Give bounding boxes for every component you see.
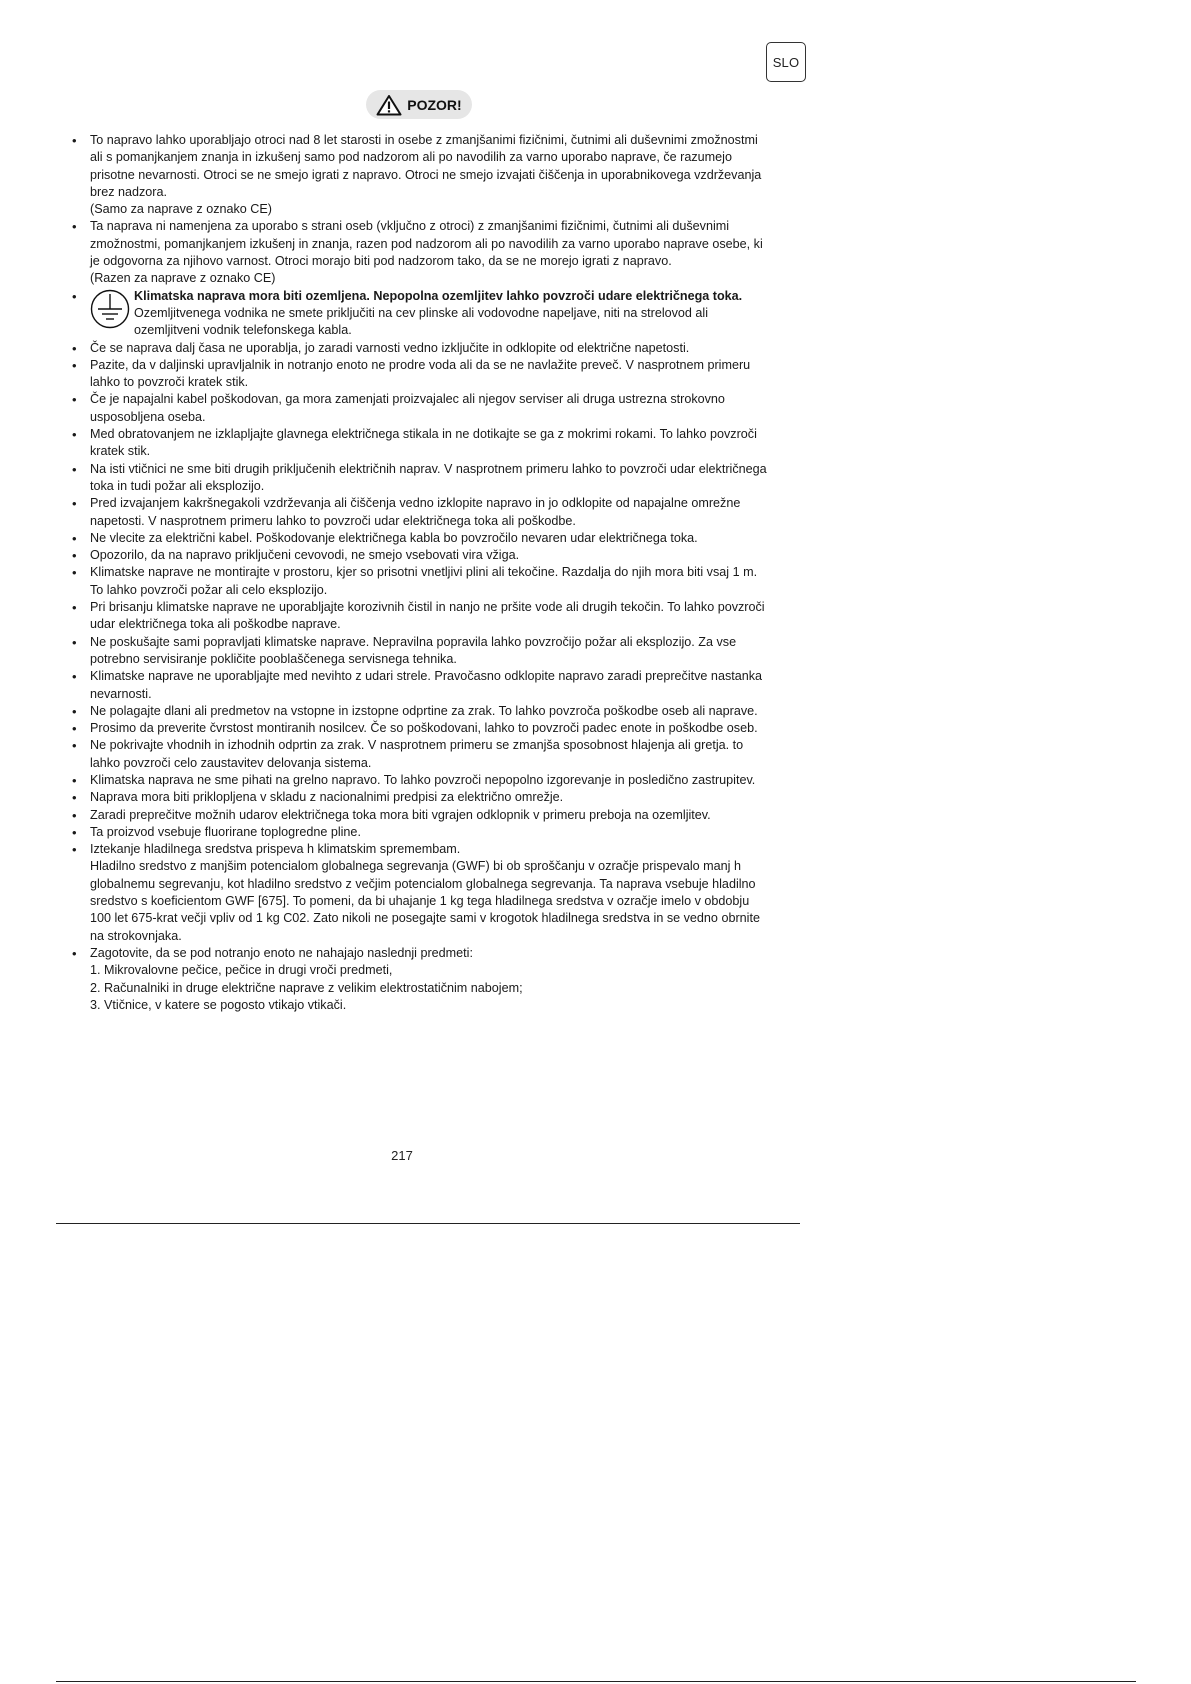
list-item: [72, 634, 767, 669]
page-number: 217: [391, 1148, 413, 1163]
item-text: Ne poskušajte sami popravljati klimatske naprave. Nepravilna popravila lahko povzročijo požar ali eksplozijo. Za vse potrebno servisiranje pokličite pooblaščenega servisnega tehnika.: [90, 634, 737, 666]
item-text: Klimatske naprave ne montirajte v prostoru, kjer so prisotni vnetljivi plini ali tekočine. Razdalja do njih mora biti vsaj 1 m. To lahko povzroči požar ali celo eksplozijo.: [90, 565, 758, 597]
item-text: Pred izvajanjem kakršnegakoli vzdrževanja ali čiščenja vedno izklopite napravo in jo odklopite od napajalne omrežne napetosti. V nasprotnem primeru lahko to povzroči udar električnega toka ali poškodbe.: [90, 496, 741, 528]
item-text: Zaradi preprečitve možnih udarov električnega toka mora biti vgrajen odklopnik v primeru preboja na ozemljitev.: [90, 807, 711, 822]
divider: [56, 1223, 800, 1224]
item-text: Prosimo da preverite čvrstost montiranih nosilcev. Če so poškodovani, lahko to povzroči padec enote in poškodbe oseb.: [90, 721, 758, 736]
list-item: [72, 599, 767, 634]
list-item: [72, 789, 767, 806]
list-item: [72, 720, 767, 737]
item-text: Med obratovanjem ne izklapljajte glavnega električnega stikala in ne dotikajte se ga z mokrimi rokami. To lahko povzroči kratek stik.: [90, 427, 757, 459]
list-item: [72, 703, 767, 720]
warning-title: POZOR!: [407, 96, 462, 113]
list-item: [72, 461, 767, 496]
list-item: [72, 132, 767, 218]
list-item: [72, 824, 767, 841]
item-text: Iztekanje hladilnega sredstva prispeva h klimatskim spremembam.: [90, 842, 461, 857]
list-item: [72, 357, 767, 392]
item-bold-text: Klimatska naprava mora biti ozemljena. Nepopolna ozemljitev lahko povzroči udare električnega toka.: [134, 288, 743, 303]
warning-triangle-icon: [376, 94, 402, 116]
item-text: Klimatske naprave ne uporabljajte med nevihto z udari strele. Pravočasno odklopite napravo zaradi preprečitve nastanka nevarnosti.: [90, 669, 763, 701]
item-text: Ne vlecite za električni kabel. Poškodovanje električnega kabla bo povzročilo nevaren udar električnega toka.: [90, 530, 698, 545]
item-text: Naprava mora biti priklopljena v skladu z nacionalnimi predpisi za električno omrežje.: [90, 790, 564, 805]
list-item: [72, 547, 767, 564]
list-item: [72, 495, 767, 530]
item-text: Pazite, da v daljinski upravljalnik in notranjo enoto ne prodre voda ali da se ne navlažite preveč. V nasprotnem primeru lahko to povzroči kratek stik.: [90, 357, 751, 390]
list-item: [72, 772, 767, 789]
warning-header: [366, 90, 472, 119]
safety-instructions: [72, 132, 767, 1014]
list-item: [72, 426, 767, 461]
list-item: [72, 340, 767, 357]
list-item: [72, 668, 767, 703]
item-text: Na isti vtičnici ne sme biti drugih priključenih električnih naprav. V nasprotnem primeru lahko to povzroči udar električnega toka in tudi požar ali eksplozijo.: [90, 461, 767, 493]
sub-item: 1. Mikrovalovne pečice, pečice in drugi vroči predmeti,: [90, 963, 393, 978]
item-text: Ta proizvod vsebuje fluorirane toplogredne pline.: [90, 824, 361, 839]
list-item: [72, 530, 767, 547]
list-item: [72, 218, 767, 287]
item-note: (Samo za naprave z oznako CE): [90, 202, 272, 217]
item-text: Zagotovite, da se pod notranjo enoto ne nahajajo naslednji predmeti:: [90, 945, 473, 960]
list-item: [72, 391, 767, 426]
safety-list: [72, 132, 767, 1014]
item-text: To napravo lahko uporabljajo otroci nad 8 let starosti in osebe z zmanjšanimi fizičnimi, čutnimi ali duševnimi zmožnostmi ali s pomanjkanjem znanja in izkušenj samo pod nadzorom ali po navodilih za varno uporabo naprave, če razumejo prisotne nevarnosti. Otroci se ne smejo igrati z napravo. Otroci ne smejo izvajati čiščenja in uporabnikovega vzdrževanja brez nadzora.: [90, 133, 762, 199]
item-text: Če je napajalni kabel poškodovan, ga mora zamenjati proizvajalec ali njegov serviser ali druga ustrezna strokovno usposobljena oseba.: [90, 392, 725, 424]
sub-item: 2. Računalniki in druge električne naprave z velikim elektrostatičnim nabojem;: [90, 980, 523, 995]
item-text: Pri brisanju klimatske naprave ne uporabljajte korozivnih čistil in nanjo ne pršite vode ali drugih tekočin. To lahko povzroči udar električnega toka ali poškodbe naprave.: [90, 600, 765, 632]
divider-bottom: [56, 1681, 1136, 1682]
item-text: Če se naprava dalj časa ne uporablja, jo zaradi varnosti vedno izključite in odklopite od električne napetosti.: [90, 340, 690, 355]
sub-item: 3. Vtičnice, v katere se pogosto vtikajo vtikači.: [90, 997, 347, 1012]
list-item: [72, 564, 767, 599]
list-item: [72, 841, 767, 945]
list-item: [72, 945, 767, 1014]
language-badge: SLO: [766, 42, 806, 82]
item-text: Ozemljitvenega vodnika ne smete priključiti na cev plinske ali vodovodne napeljave, niti na strelovod ali ozemljitveni vodnik telefonskega kabla.: [134, 305, 709, 338]
list-item: [72, 807, 767, 824]
item-text: Opozorilo, da na napravo priključeni cevovodi, ne smejo vsebovati vira vžiga.: [90, 548, 520, 563]
item-text: Ta naprava ni namenjena za uporabo s strani oseb (vključno z otroci) z zmanjšanimi fizičnimi, čutnimi ali duševnimi zmožnostmi, pomanjkanjem izkušenj in znanja, razen pod nadzorom ali po navodilih za varno uporabo naprave osebe, ki je odgovorna za njihovo varnost. Otroci morajo biti pod nadzorom tako, da se ne morejo igrati z napravo.: [90, 219, 763, 269]
item-text: Ne polagajte dlani ali predmetov na vstopne in izstopne odprtine za zrak. To lahko povzroča poškodbe oseb ali naprave.: [90, 703, 758, 718]
list-item: [72, 737, 767, 772]
item-note: (Razen za naprave z oznako CE): [90, 271, 276, 286]
item-text: Klimatska naprava ne sme pihati na grelno napravo. To lahko povzroči nepopolno izgorevanje in posledično zastrupitev.: [90, 772, 756, 787]
item-text: Ne pokrivajte vhodnih in izhodnih odprtin za zrak. V nasprotnem primeru se zmanjša sposobnost hlajenja ali gretja. to lahko povzroči celo zaustavitev delovanja sistema.: [90, 738, 744, 770]
item-note: Hladilno sredstvo z manjšim potencialom globalnega segrevanja (GWF) bi ob sproščanju v ozračje prispevalo manj h globalnemu segrevanju, kot hladilno sredstvo z večjim potencialom globalnega segrevanja. Ta naprava vsebuje hladilno sredstvo s koeficientom GWF [675]. To pomeni, da bi uhajanje 1 kg tega hladilnega sredstva v ozračje imelo v obdobju 100 let 675-krat večji vpliv od 1 kg C02. Zato nikoli ne posegajte sami v krogotok hladilnega sredstva in se vedno obrnite na strokovnjaka.: [90, 859, 760, 943]
list-item-grounding: [72, 288, 767, 340]
ground-symbol-icon: [90, 289, 130, 329]
